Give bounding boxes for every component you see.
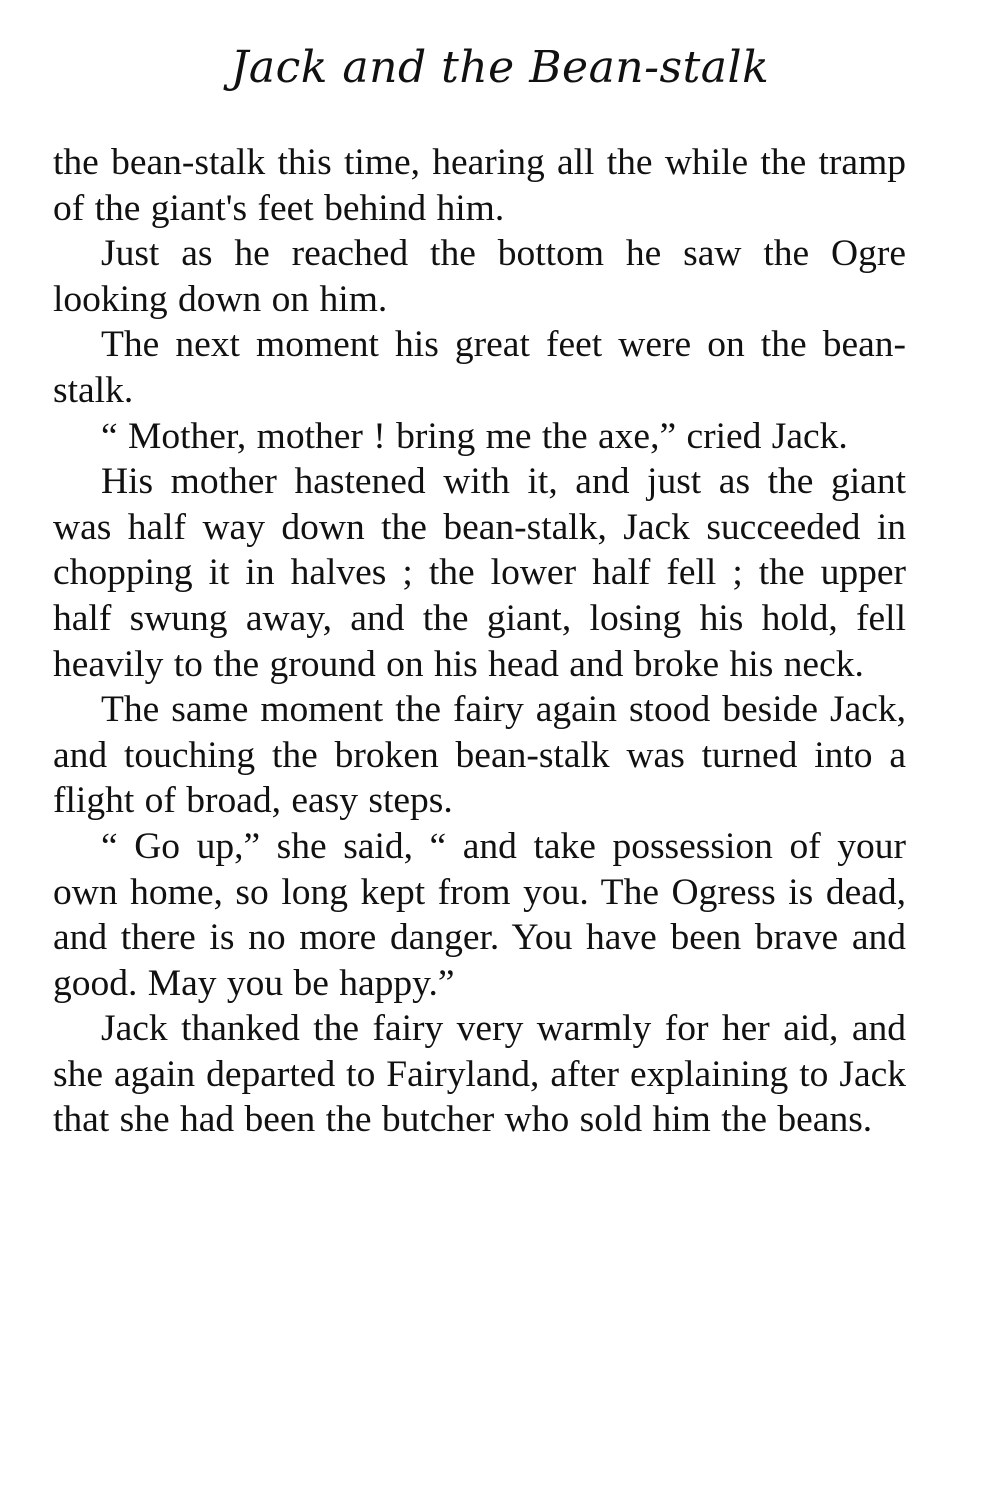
paragraph: The same moment the fairy again stood beside Jack, and touching the broken bean-stalk was turned into a flight of broad, easy steps.	[53, 689, 906, 822]
paragraph: Just as he reached the bottom he saw the Ogre looking down on him.	[53, 233, 906, 320]
paragraph: “ Go up,” she said, “ and take possession of your own home, so long kept from you. The Ogress is dead, and there is no more danger. You have been brave and good. May you be happy.”	[53, 825, 906, 1004]
paragraph: Jack thanked the fairy very warmly for her aid, and she again departed to Fairyland, after explaining to Jack that she had been the butcher who sold him the beans.	[53, 1008, 906, 1141]
running-title: Jack and the Bean-stalk	[230, 42, 770, 93]
paragraph: the bean-stalk this time, hearing all the while the tramp of the giant's feet behind him.	[53, 142, 906, 229]
body-text	[53, 140, 906, 1143]
paragraph: His mother hastened with it, and just as the giant was half way down the bean-stalk, Jack succeeded in chopping it in halves ; the lower half fell ; the upper half swung away, and the giant, losing his hold, fell heavily to the ground on his head and broke his neck.	[53, 461, 906, 685]
paragraph: “ Mother, mother ! bring me the axe,” cried Jack.	[101, 415, 848, 457]
paragraph: The next moment his great feet were on the bean-stalk.	[53, 324, 906, 411]
